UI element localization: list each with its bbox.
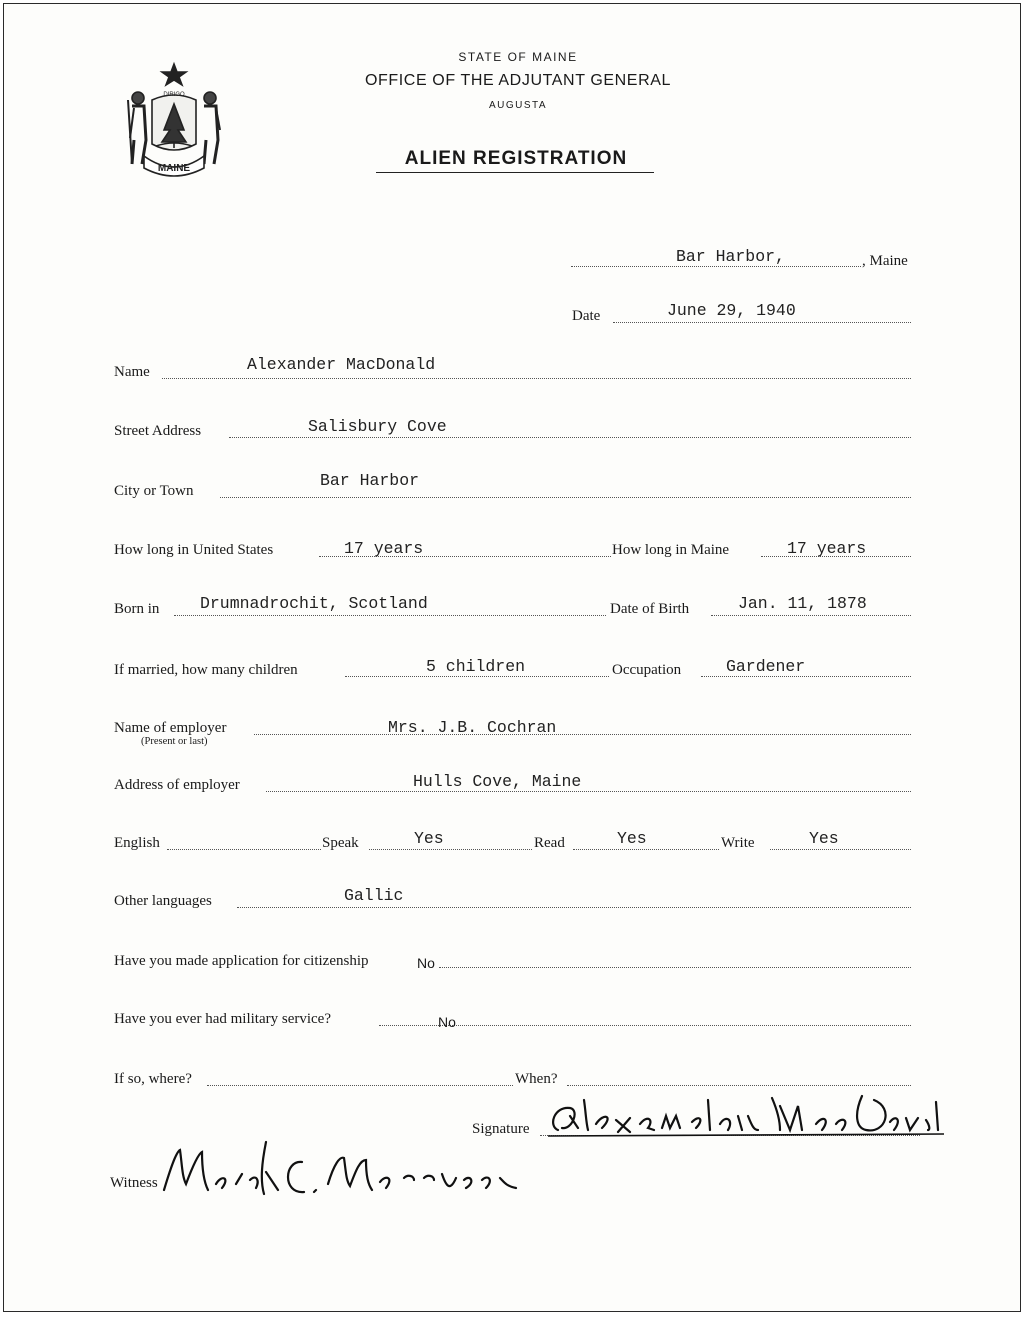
signature-label: Signature (472, 1121, 530, 1137)
employer-label: Name of employer (114, 720, 227, 736)
name-line (162, 378, 911, 379)
write-label: Write (721, 835, 755, 851)
where-label: If so, where? (114, 1071, 192, 1087)
place-value: Bar Harbor, (676, 247, 785, 266)
other-languages-value: Gallic (344, 886, 404, 905)
speak-value: Yes (414, 829, 444, 848)
english-label: English (114, 835, 160, 851)
english-line (167, 849, 321, 850)
children-line (345, 676, 609, 677)
date-value: June 29, 1940 (667, 301, 796, 320)
read-label: Read (534, 835, 565, 851)
place-line (571, 266, 861, 267)
occupation-label: Occupation (612, 662, 682, 678)
born-in-label: Born in (114, 601, 160, 617)
employer-address-line (266, 791, 911, 792)
citizenship-line (439, 967, 911, 968)
other-languages-line (237, 907, 911, 908)
dob-label: Date of Birth (610, 601, 690, 617)
employer-address-label: Address of employer (114, 777, 240, 793)
header-office: OFFICE OF THE ADJUTANT GENERAL (364, 72, 672, 89)
street-address-label: Street Address (114, 423, 202, 439)
speak-label: Speak (322, 835, 359, 851)
witness-label: Witness (110, 1175, 158, 1191)
date-line (613, 322, 911, 323)
other-languages-label: Other languages (114, 893, 212, 909)
place-suffix: , Maine (862, 253, 908, 269)
street-address-value: Salisbury Cove (308, 417, 447, 436)
military-label: Have you ever had military service? (114, 1011, 331, 1027)
write-line (770, 849, 911, 850)
occupation-line (701, 676, 911, 677)
employer-value: Mrs. J.B. Cochran (388, 718, 557, 737)
svg-text:MAINE: MAINE (157, 163, 191, 174)
write-value: Yes (809, 829, 839, 848)
maine-duration-value: 17 years (787, 539, 867, 558)
children-label: If married, how many children (114, 662, 298, 678)
dob-line (711, 615, 911, 616)
header-state: STATE OF MAINE (458, 50, 578, 64)
citizenship-label: Have you made application for citizenship (114, 953, 369, 969)
name-value: Alexander MacDonald (247, 355, 436, 374)
read-value: Yes (617, 829, 647, 848)
dob-value: Jan. 11, 1878 (738, 594, 867, 613)
military-value: No (438, 1014, 456, 1030)
born-in-value: Drumnadrochit, Scotland (200, 594, 428, 613)
where-line (207, 1085, 513, 1086)
military-line (379, 1025, 911, 1026)
form-title: ALIEN REGISTRATION (404, 148, 628, 169)
date-label: Date (572, 308, 601, 324)
maine-duration-label: How long in Maine (612, 542, 730, 558)
title-underline (376, 172, 654, 173)
employer-line (254, 734, 911, 735)
registration-form (3, 3, 1021, 1312)
occupation-value: Gardener (726, 657, 806, 676)
city-value: Bar Harbor (320, 471, 420, 490)
witness-signature-handwriting (160, 1134, 520, 1206)
employer-sublabel: (Present or last) (141, 736, 208, 747)
name-label: Name (114, 364, 150, 380)
read-line (573, 849, 719, 850)
speak-line (369, 849, 532, 850)
street-address-line (229, 437, 911, 438)
us-duration-value: 17 years (344, 539, 424, 558)
signature-handwriting (544, 1086, 948, 1142)
city-label: City or Town (114, 483, 194, 499)
when-label: When? (515, 1071, 558, 1087)
svg-text:DIRIGO: DIRIGO (163, 92, 185, 98)
us-duration-label: How long in United States (114, 542, 274, 558)
header-city: AUGUSTA (488, 100, 548, 111)
city-line (220, 497, 911, 498)
employer-address-value: Hulls Cove, Maine (413, 772, 582, 791)
born-in-line (174, 615, 606, 616)
citizenship-value: No (417, 955, 435, 971)
children-value: 5 children (426, 657, 526, 676)
